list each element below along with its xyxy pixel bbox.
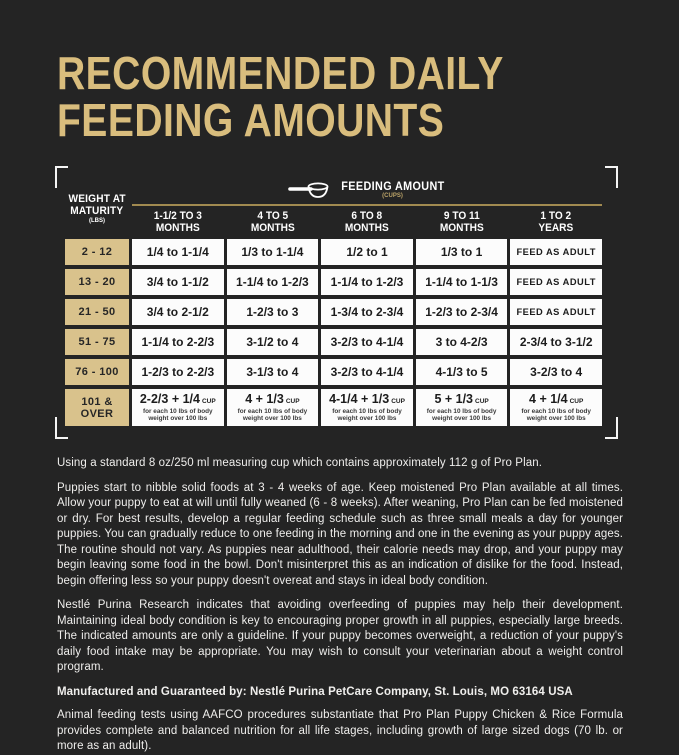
feeding-amount-cell: 1-2/3 to 2-3/4 bbox=[416, 299, 508, 325]
over-note-line2: weight over 100 lbs bbox=[242, 414, 302, 422]
note-research: Nestlé Purina Research indicates that avoiding overfeeding of puppies may help their development. Maintaining ideal body condition is key to encouraging proper growth in all puppies, especially large breeds. The indicated amounts are only a guideline. If your puppy becomes overweight, a reduction of your puppy's daily food intake may be appropriate. You may wish to consult your veterinarian about a weight control program. bbox=[57, 599, 623, 673]
age-range: 9 TO 11 bbox=[443, 210, 480, 222]
age-column-header bbox=[230, 211, 314, 239]
age-range: 1-1/2 TO 3 bbox=[153, 210, 202, 222]
feeding-notes bbox=[57, 456, 623, 755]
feeding-amount-cell: 1/3 to 1-1/4 bbox=[227, 239, 319, 265]
weight-header-unit: (LBS) bbox=[89, 218, 105, 224]
weight-at-maturity-header bbox=[65, 178, 129, 239]
age-column-header bbox=[136, 211, 220, 239]
page-title-line1: RECOMMENDED DAILY bbox=[57, 47, 504, 99]
frame-corner-bottom-left bbox=[55, 417, 68, 439]
over-amount: 2-2/3 + 1/4 bbox=[139, 392, 200, 407]
age-column-header bbox=[514, 211, 598, 239]
over-amount: 4-1/4 + 1/3 bbox=[329, 392, 390, 407]
age-column-header bbox=[419, 211, 503, 239]
feeding-amount-cell: 2-3/4 to 3-1/2 bbox=[510, 329, 602, 355]
feeding-amount-over-cell bbox=[227, 389, 319, 426]
feeding-amount-over-cell bbox=[416, 389, 508, 426]
feeding-amount-cell: 1/4 to 1-1/4 bbox=[132, 239, 224, 265]
age-unit: MONTHS bbox=[250, 221, 295, 234]
feeding-amount-cell: 3-2/3 to 4-1/4 bbox=[321, 359, 413, 385]
feeding-amount-cell: 1-1/4 to 1-2/3 bbox=[227, 269, 319, 295]
over-value bbox=[434, 393, 488, 406]
cup-unit-label: CUP bbox=[391, 398, 405, 406]
over-value bbox=[329, 393, 405, 406]
over-amount: 4 + 1/4 bbox=[529, 392, 568, 407]
note-aafco: Animal feeding tests using AAFCO procedures substantiate that Pro Plan Puppy Chicken & Rice Formula provides complete and balanced nutrition for all life stages, including growth of large sized dogs (70 lb. or more as an adult). bbox=[57, 709, 623, 752]
age-column-header bbox=[325, 211, 409, 239]
over-value bbox=[245, 393, 299, 406]
over-amount: 4 + 1/3 bbox=[245, 392, 284, 407]
age-range: 1 TO 2 bbox=[540, 210, 572, 222]
age-unit: MONTHS bbox=[155, 221, 200, 234]
over-note-line1: for each 10 lbs of body bbox=[332, 407, 402, 415]
cup-unit-label: CUP bbox=[569, 398, 584, 406]
feeding-amount-cell: 1-1/4 to 1-2/3 bbox=[321, 269, 413, 295]
table-body bbox=[65, 239, 602, 426]
cup-unit-label: CUP bbox=[475, 398, 489, 406]
weight-range-cell: 76 - 100 bbox=[65, 359, 129, 385]
measuring-cup-icon bbox=[287, 181, 331, 199]
feeding-amount-title bbox=[338, 181, 448, 199]
feeding-table bbox=[55, 166, 618, 439]
feeding-amount-cell: 1-2/3 to 2-2/3 bbox=[132, 359, 224, 385]
weight-header-line1: WEIGHT AT bbox=[68, 193, 126, 205]
over-note-line1: for each 10 lbs of body bbox=[521, 407, 591, 415]
weight-range-cell: 21 - 50 bbox=[65, 299, 129, 325]
over-amount: 5 + 1/3 bbox=[434, 392, 474, 407]
frame-corner-top-left bbox=[55, 166, 68, 188]
cup-unit-label: CUP bbox=[285, 398, 300, 406]
page-title-line2: FEEDING AMOUNTS bbox=[57, 94, 445, 146]
over-note-line2: weight over 100 lbs bbox=[526, 414, 586, 422]
feed-as-adult-cell: FEED AS ADULT bbox=[510, 239, 602, 265]
feeding-amount-over-cell bbox=[321, 389, 413, 426]
feeding-amount-cell: 3-1/3 to 4 bbox=[227, 359, 319, 385]
over-value bbox=[529, 393, 583, 406]
over-note-line2: weight over 100 lbs bbox=[432, 414, 492, 422]
gold-divider-line bbox=[132, 204, 602, 206]
feeding-amount-header bbox=[132, 178, 602, 239]
note-feeding-guide: Puppies start to nibble solid foods at 3 - 4 weeks of age. Keep moistened Pro Plan available at all times. Allow your puppy to eat at will until fully weaned (6 - 8 weeks). After weaning, Pro Plan can be fed moistened or dry. For best results, develop a regular feeding schedule such as three small meals a day for younger puppies. You can gradually reduce to one feeding in the morning and one in the evening as your puppy ages. The routine should not vary. As puppies near adulthood, their calorie needs may drop, and your puppy may begin leaving some food in the bowl. Don't misinterpret this as an indication of dislike for the food. Instead, begin offering less so your puppy doesn't overeat and stays in ideal body condition. bbox=[57, 481, 623, 587]
age-range: 6 TO 8 bbox=[351, 210, 383, 222]
over-note-line2: weight over 100 lbs bbox=[337, 414, 397, 422]
weight-header-line2: MATURITY bbox=[70, 205, 124, 217]
feeding-amount-cell: 1/2 to 1 bbox=[321, 239, 413, 265]
over-note-line1: for each 10 lbs of body bbox=[426, 407, 497, 415]
feeding-amount-cell: 1-3/4 to 2-3/4 bbox=[321, 299, 413, 325]
weight-range-cell: 2 - 12 bbox=[65, 239, 129, 265]
feeding-amount-cell: 1-1/4 to 1-1/3 bbox=[416, 269, 508, 295]
frame-corner-bottom-right bbox=[605, 417, 618, 439]
weight-range-cell: 51 - 75 bbox=[65, 329, 129, 355]
cup-unit-label: CUP bbox=[201, 398, 216, 406]
feeding-amount-over-cell bbox=[510, 389, 602, 426]
note-measuring-cup: Using a standard 8 oz/250 ml measuring cup which contains approximately 112 g of Pro Plan. bbox=[57, 457, 543, 469]
feeding-amount-title-row bbox=[132, 178, 602, 202]
over-value bbox=[140, 393, 216, 406]
feeding-amount-cell: 3/4 to 1-1/2 bbox=[132, 269, 224, 295]
note-manufacturer: Manufactured and Guaranteed by: Nestlé Purina PetCare Company, St. Louis, MO 63164 USA bbox=[57, 685, 573, 698]
feeding-amount-cell: 1-2/3 to 3 bbox=[227, 299, 319, 325]
feed-as-adult-cell: FEED AS ADULT bbox=[510, 269, 602, 295]
over-note-line1: for each 10 lbs of body bbox=[237, 407, 308, 415]
feeding-amount-cell: 1/3 to 1 bbox=[416, 239, 508, 265]
feeding-amount-cell: 3-2/3 to 4-1/4 bbox=[321, 329, 413, 355]
feeding-amount-cell: 3-2/3 to 4 bbox=[510, 359, 602, 385]
age-range: 4 TO 5 bbox=[257, 210, 288, 222]
feeding-amount-cell: 4-1/3 to 5 bbox=[416, 359, 508, 385]
frame-corner-top-right bbox=[605, 166, 618, 188]
feeding-amount-label: FEEDING AMOUNT bbox=[340, 181, 445, 193]
age-unit: MONTHS bbox=[345, 221, 389, 234]
age-unit: YEARS bbox=[538, 221, 574, 234]
weight-range-cell: 13 - 20 bbox=[65, 269, 129, 295]
age-column-headers bbox=[132, 211, 602, 239]
feeding-amount-cell: 1-1/4 to 2-2/3 bbox=[132, 329, 224, 355]
over-note-line1: for each 10 lbs of body bbox=[142, 407, 213, 415]
weight-range-cell: 101 & OVER bbox=[65, 389, 129, 426]
feeding-amount-cell: 3 to 4-2/3 bbox=[416, 329, 508, 355]
over-note-line2: weight over 100 lbs bbox=[148, 414, 208, 422]
table-header bbox=[65, 178, 602, 239]
feeding-amount-over-cell bbox=[132, 389, 224, 426]
feeding-amount-cell: 3/4 to 2-1/2 bbox=[132, 299, 224, 325]
age-unit: MONTHS bbox=[439, 221, 484, 234]
feeding-amount-unit: (CUPS) bbox=[382, 193, 403, 199]
feeding-amount-cell: 3-1/2 to 4 bbox=[227, 329, 319, 355]
feed-as-adult-cell: FEED AS ADULT bbox=[510, 299, 602, 325]
page-title bbox=[0, 0, 679, 144]
